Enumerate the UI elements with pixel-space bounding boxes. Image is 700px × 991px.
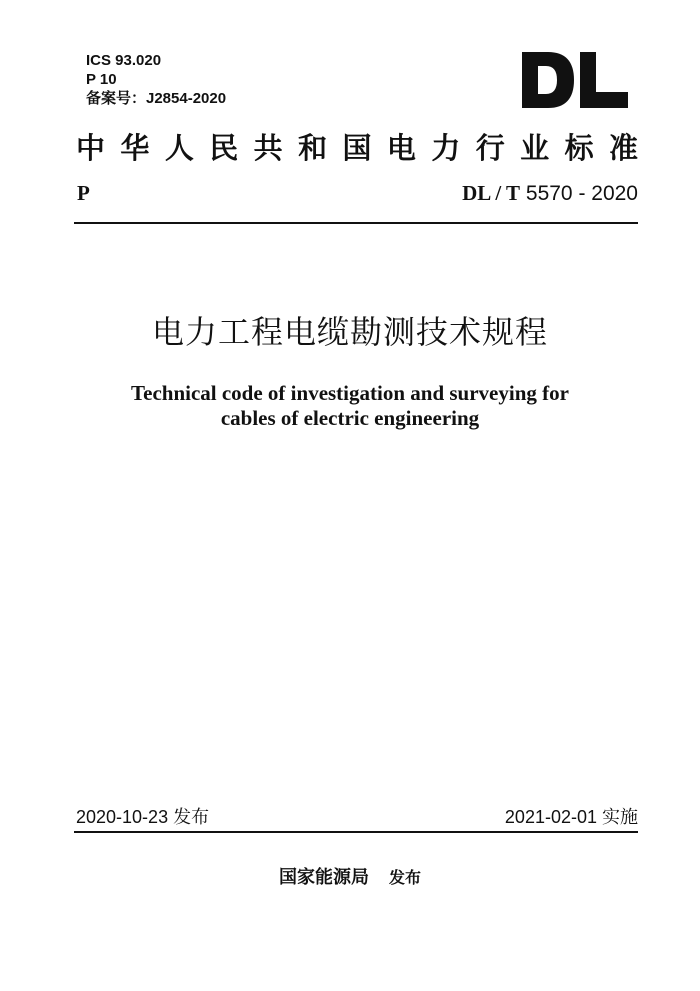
footer-divider: [74, 831, 638, 833]
category-code: P: [77, 181, 90, 205]
title-english-line2: cables of electric engineering: [220, 406, 480, 430]
standard-number: [462, 181, 638, 206]
title-chinese: 电力工程电缆勘测技术规程: [151, 313, 548, 351]
standard-number-value: 5570 - 2020: [525, 182, 638, 205]
issuer-action: 发布: [388, 868, 421, 887]
filing-number: 备案号：J2854-2020: [86, 90, 227, 107]
issue-date: 2020-10-23 发布: [76, 807, 210, 827]
implementation-date: 2021-02-01 实施: [504, 807, 638, 827]
classification-code: P 10: [86, 71, 117, 88]
title-english-line1: Technical code of investigation and surveying for: [131, 381, 569, 405]
header-divider: [74, 222, 638, 224]
ics-code: ICS 93.020: [86, 52, 162, 69]
issuer-name: 国家能源局: [278, 867, 369, 888]
issuer: [0, 866, 700, 890]
standard-number-prefix: DL / T: [462, 181, 521, 205]
standard-type-heading: 中华人民共和国电力行业标准: [76, 131, 638, 165]
dl-logo: [520, 50, 630, 110]
